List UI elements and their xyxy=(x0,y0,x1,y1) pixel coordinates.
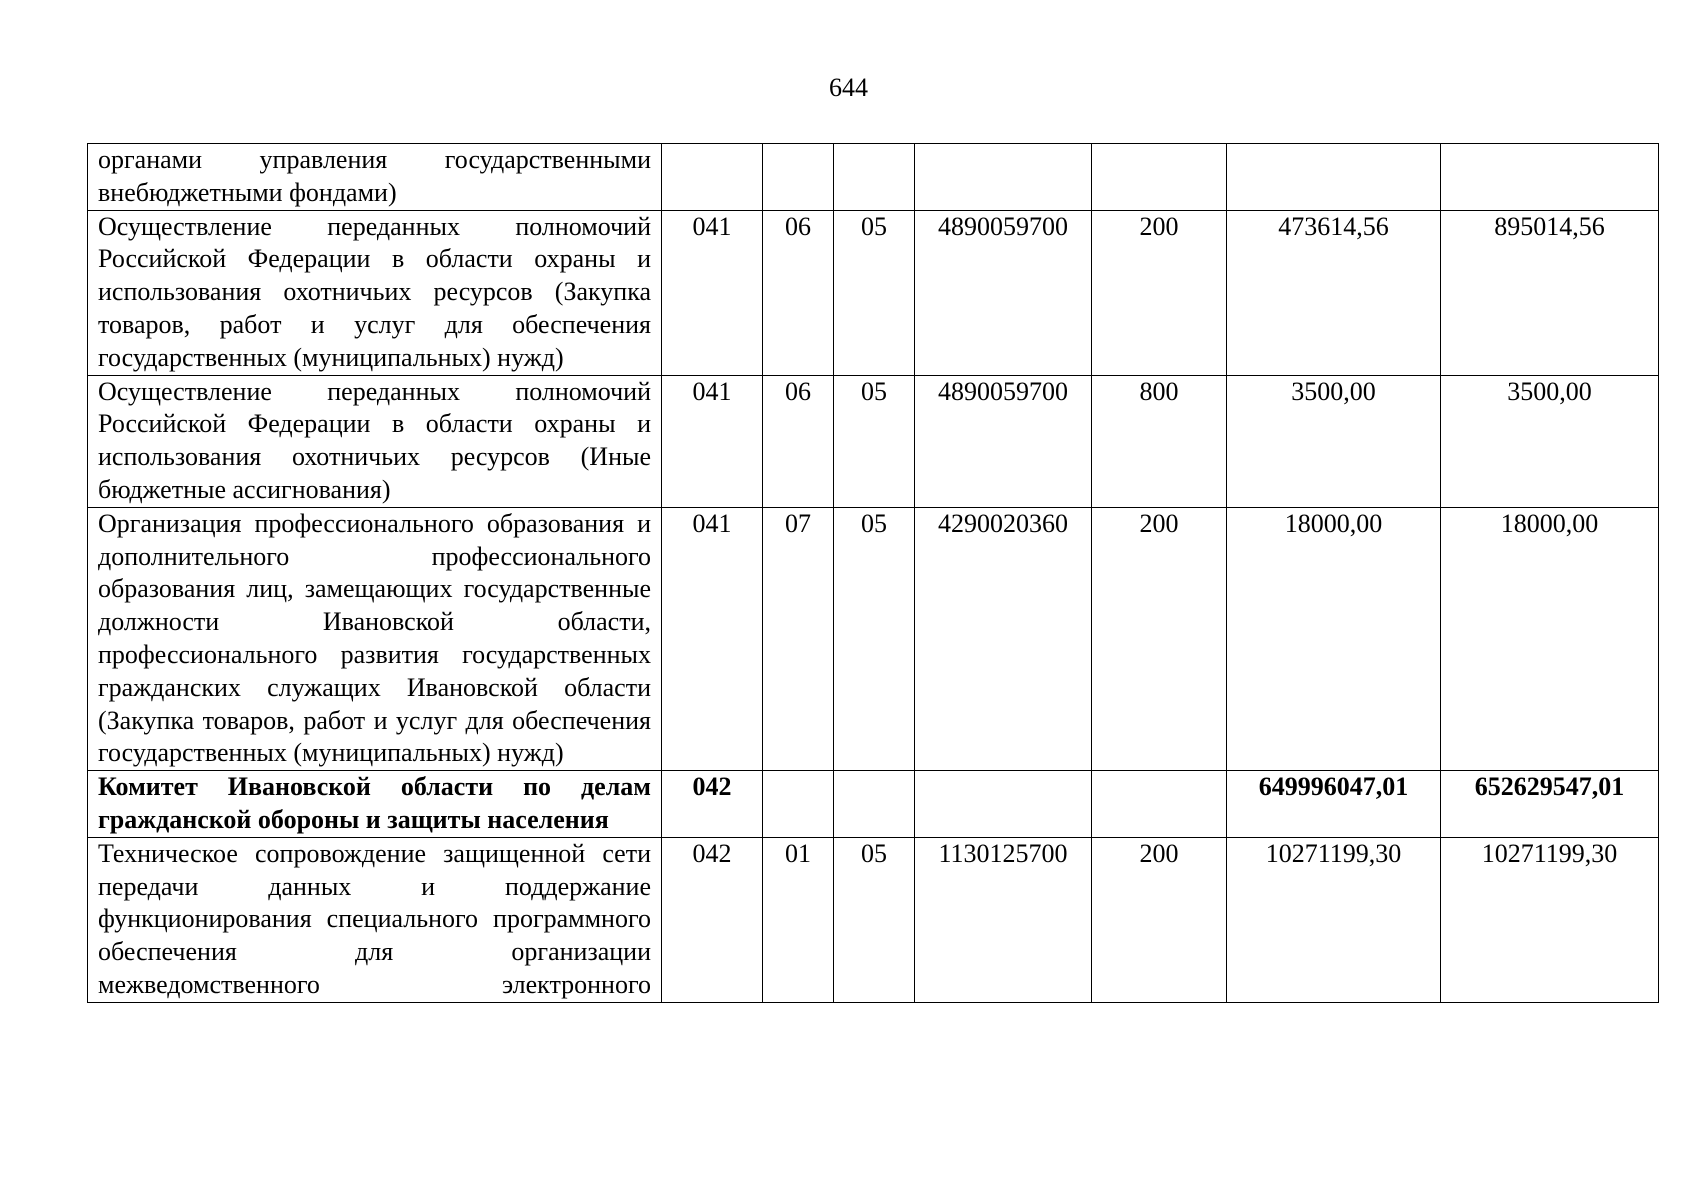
amount-second-year xyxy=(1441,144,1659,211)
row-name: Техническое сопровождение защищенной сети передачи данных и поддержание функционирования специального программного обеспечения для организации межведомственного электронного xyxy=(88,837,662,1002)
subsection-code: 05 xyxy=(834,210,915,375)
ministry-code: 041 xyxy=(662,210,763,375)
amount-first-year: 3500,00 xyxy=(1227,375,1441,507)
amount-second-year: 895014,56 xyxy=(1441,210,1659,375)
target-article-code: 4890059700 xyxy=(915,210,1092,375)
table-row xyxy=(88,144,1659,211)
ministry-code: 041 xyxy=(662,507,763,770)
amount-first-year: 18000,00 xyxy=(1227,507,1441,770)
subsection-code: 05 xyxy=(834,837,915,1002)
target-article-code xyxy=(915,771,1092,838)
amount-first-year: 649996047,01 xyxy=(1227,771,1441,838)
page-number: 644 xyxy=(829,73,868,102)
subsection-code: 05 xyxy=(834,507,915,770)
amount-second-year: 3500,00 xyxy=(1441,375,1659,507)
expense-type-code xyxy=(1092,771,1227,838)
table-row xyxy=(88,210,1659,375)
expense-type-code xyxy=(1092,144,1227,211)
expense-type-code: 200 xyxy=(1092,210,1227,375)
row-name: Комитет Ивановской области по делам гражданской обороны и защиты населения xyxy=(88,771,662,838)
target-article-code xyxy=(915,144,1092,211)
amount-first-year: 473614,56 xyxy=(1227,210,1441,375)
budget-table xyxy=(87,143,1659,1003)
expense-type-code: 200 xyxy=(1092,507,1227,770)
ministry-code: 042 xyxy=(662,837,763,1002)
section-code: 07 xyxy=(763,507,834,770)
section-code xyxy=(763,144,834,211)
expense-type-code: 200 xyxy=(1092,837,1227,1002)
table-row xyxy=(88,837,1659,1002)
section-code: 06 xyxy=(763,375,834,507)
subsection-code: 05 xyxy=(834,375,915,507)
amount-first-year xyxy=(1227,144,1441,211)
subsection-code xyxy=(834,771,915,838)
section-code: 01 xyxy=(763,837,834,1002)
row-name: Осуществление переданных полномочий Российской Федерации в области охраны и использования охотничьих ресурсов (Закупка товаров, работ и услуг для обеспечения государственных (муниципальных) нужд) xyxy=(88,210,662,375)
row-name: Организация профессионального образования и дополнительного профессионального образования лиц, замещающих государственные должности Ивановской области, профессионального развития государственных гражданских служащих Ивановской области (Закупка товаров, работ и услуг для обеспечения государственных (муниципальных) нужд) xyxy=(88,507,662,770)
target-article-code: 4290020360 xyxy=(915,507,1092,770)
table-row xyxy=(88,771,1659,838)
section-code: 06 xyxy=(763,210,834,375)
amount-second-year: 18000,00 xyxy=(1441,507,1659,770)
target-article-code: 4890059700 xyxy=(915,375,1092,507)
amount-second-year: 652629547,01 xyxy=(1441,771,1659,838)
target-article-code: 1130125700 xyxy=(915,837,1092,1002)
subsection-code xyxy=(834,144,915,211)
ministry-code: 041 xyxy=(662,375,763,507)
expense-type-code: 800 xyxy=(1092,375,1227,507)
ministry-code: 042 xyxy=(662,771,763,838)
table-row xyxy=(88,375,1659,507)
section-code xyxy=(763,771,834,838)
row-name: Осуществление переданных полномочий Российской Федерации в области охраны и использования охотничьих ресурсов (Иные бюджетные ассигнования) xyxy=(88,375,662,507)
ministry-code xyxy=(662,144,763,211)
table-row xyxy=(88,507,1659,770)
row-name: органами управления государственными внебюджетными фондами) xyxy=(88,144,662,211)
amount-first-year: 10271199,30 xyxy=(1227,837,1441,1002)
amount-second-year: 10271199,30 xyxy=(1441,837,1659,1002)
